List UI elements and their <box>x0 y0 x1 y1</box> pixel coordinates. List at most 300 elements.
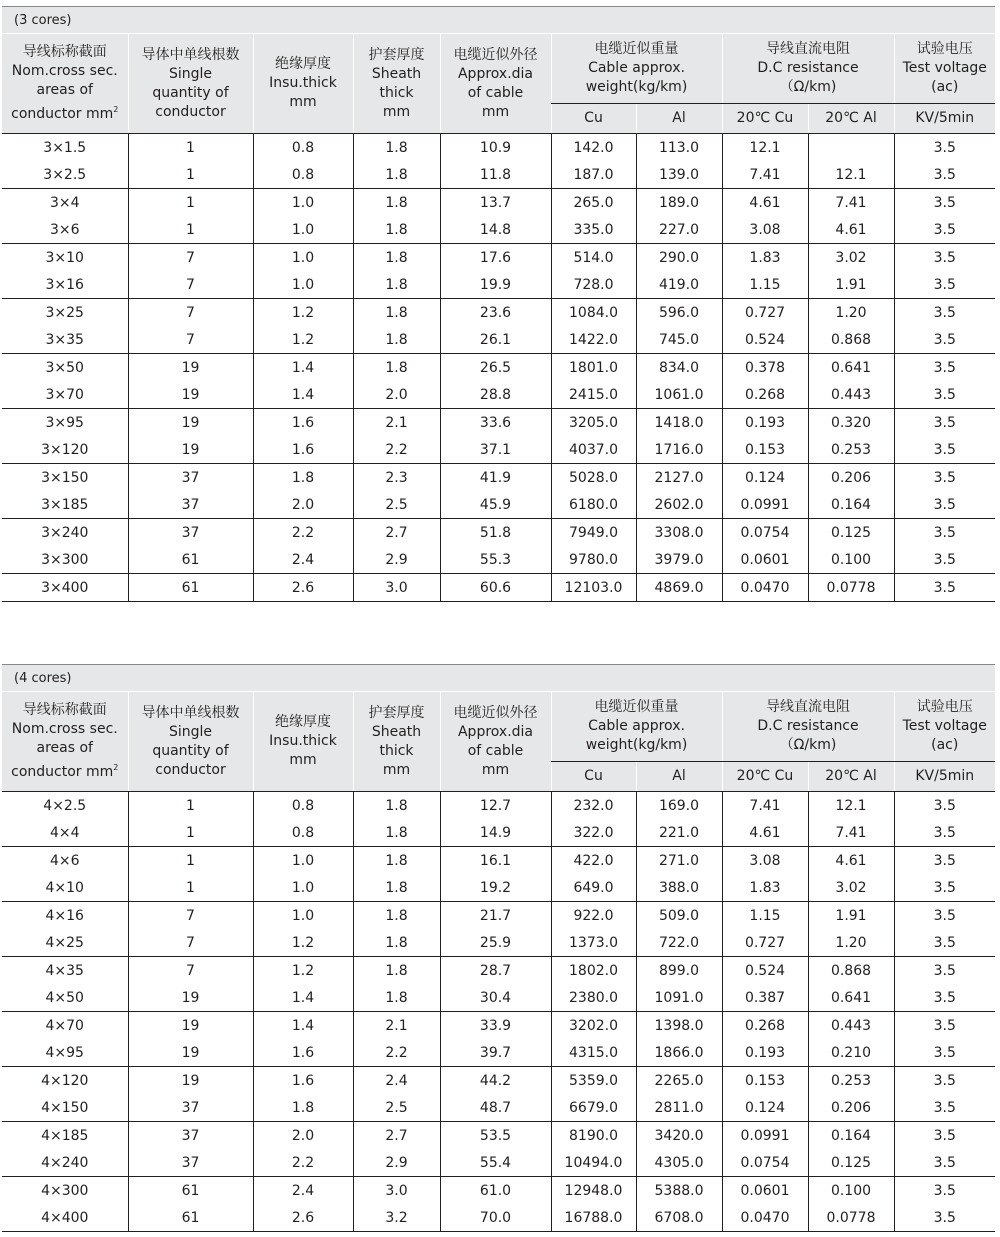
header-line: quantity of <box>152 742 229 759</box>
table-row <box>2 819 995 847</box>
header-line: Insu.thick <box>269 733 337 749</box>
table-cell: 19.9 <box>440 271 551 299</box>
table-cell: 3202.0 <box>551 1012 636 1040</box>
table-cell: 0.164 <box>808 491 894 519</box>
table-cell: 9780.0 <box>551 546 636 574</box>
table-cell: 3×95 <box>45 414 84 431</box>
header-line: Cable approx. <box>588 60 685 76</box>
table-cell: 1 <box>128 847 253 875</box>
table-row <box>2 1067 995 1095</box>
header-line: Test voltage <box>902 718 987 734</box>
table-cell: 33.6 <box>440 409 551 437</box>
table-cell: 12.1 <box>808 161 894 189</box>
table-cell: 4.61 <box>722 819 808 847</box>
table-cell: 0.0601 <box>722 1177 808 1205</box>
table-cell: 0.193 <box>722 1039 808 1067</box>
table-cell: 1.8 <box>353 134 440 162</box>
table-cell: 0.0601 <box>722 546 808 574</box>
table-row <box>2 519 995 547</box>
table-cell: 2.1 <box>353 409 440 437</box>
table-row <box>2 1012 995 1040</box>
table-cell: 3×400 <box>2 574 128 602</box>
table-cell: 7.41 <box>808 819 894 847</box>
table-cell: 1.8 <box>353 929 440 957</box>
table-cell: 19 <box>128 436 253 464</box>
table-cell: 2.1 <box>353 1012 440 1040</box>
table-cell: 0.0991 <box>722 1122 808 1150</box>
table-cell: 3.5 <box>894 574 995 602</box>
table-cell: 4037.0 <box>551 436 636 464</box>
spec-table <box>2 33 995 602</box>
table-cell: 142.0 <box>551 134 636 162</box>
table-cell: 3.5 <box>894 546 995 574</box>
table-cell: 7949.0 <box>551 519 636 547</box>
table-cell: 1 <box>128 189 253 217</box>
table-cell: 10494.0 <box>551 1149 636 1177</box>
header-line: 绝缘厚度 <box>275 714 331 730</box>
table-cell: 1.8 <box>353 984 440 1012</box>
table-cell: 19 <box>128 1039 253 1067</box>
table-row <box>2 216 995 244</box>
table-cell: 19 <box>128 1067 253 1095</box>
table-cell: 1.0 <box>253 189 353 217</box>
header-line: conductor $mm^2$ <box>11 105 119 122</box>
table-cell: 37 <box>128 491 253 519</box>
table-cell: 3.5 <box>894 189 995 217</box>
table-cell: 1422.0 <box>551 326 636 354</box>
table-cell: 5359.0 <box>551 1067 636 1095</box>
table-row <box>2 1122 995 1150</box>
table-cell: 3979.0 <box>636 546 722 574</box>
table-cell: 3.08 <box>722 216 808 244</box>
table-cell: 3.5 <box>894 929 995 957</box>
table-cell: 3.5 <box>894 1204 995 1232</box>
table-cell: 19 <box>128 984 253 1012</box>
table-cell: 3205.0 <box>551 409 636 437</box>
header-line: (ac) <box>931 737 959 753</box>
table-cell: 1373.0 <box>551 929 636 957</box>
table-row <box>2 957 995 985</box>
table-cell: 7 <box>128 902 253 930</box>
table-cell: 169.0 <box>636 792 722 820</box>
table-cell: 19 <box>128 354 253 382</box>
subheader-weight-al: Al <box>636 762 722 792</box>
header-nom-cross-section <box>2 692 128 792</box>
table-cell: 0.0778 <box>808 1204 894 1232</box>
table-cell: 1.6 <box>253 1067 353 1095</box>
table-cell: 23.6 <box>440 299 551 327</box>
table-cell: 3.02 <box>808 244 894 272</box>
table-cell: 1.6 <box>253 436 353 464</box>
subheader-resistance-cu: 20℃ Cu <box>722 104 808 134</box>
table-cell: 3.2 <box>353 1204 440 1232</box>
table-cell: 0.0470 <box>722 574 808 602</box>
table-cell: 509.0 <box>636 902 722 930</box>
table-cell: 2.6 <box>253 1204 353 1232</box>
table-cell: 37 <box>128 464 253 492</box>
table-cell: 139.0 <box>636 161 722 189</box>
table-cell: 0.0470 <box>722 1204 808 1232</box>
spec-table <box>2 691 995 1232</box>
table-cell: 0.320 <box>808 409 894 437</box>
table-cell: 3.0 <box>353 1177 440 1205</box>
table-cell: 1.20 <box>808 299 894 327</box>
table-cell: 0.268 <box>722 1012 808 1040</box>
table-cell: 899.0 <box>636 957 722 985</box>
table-cell: 4.61 <box>808 847 894 875</box>
header-line: quantity of <box>152 84 229 101</box>
header-line: thick <box>379 742 414 759</box>
table-cell: 1.4 <box>253 984 353 1012</box>
table-cell: 1.0 <box>253 244 353 272</box>
table-cell: 1 <box>128 134 253 162</box>
subheader-resistance-cu: 20℃ Cu <box>722 762 808 792</box>
table-cell: 3.5 <box>894 134 995 162</box>
table-row <box>2 271 995 299</box>
table-cell: 1.2 <box>253 957 353 985</box>
header-line: areas of <box>36 82 93 98</box>
table-cell: 19 <box>128 381 253 409</box>
table-cell: 1084.0 <box>551 299 636 327</box>
table-row <box>2 381 995 409</box>
table-cell: 1.8 <box>353 847 440 875</box>
header-line: conductor <box>155 103 226 120</box>
table-cell: 113.0 <box>636 134 722 162</box>
table-cell: 37.1 <box>440 436 551 464</box>
header-line: 导线直流电阻 <box>766 699 850 715</box>
table-cell: 1 <box>128 819 253 847</box>
table-cell: 1866.0 <box>636 1039 722 1067</box>
table-cell: 3×185 <box>2 491 128 519</box>
table-cell: 4869.0 <box>636 574 722 602</box>
header-line: 导体中单线根数 <box>141 704 240 721</box>
table-cell: 6180.0 <box>551 491 636 519</box>
header-line: Single <box>168 65 213 82</box>
table-cell: 0.8 <box>253 161 353 189</box>
table-cell: 4×25 <box>2 929 128 957</box>
table-cell: 37 <box>128 519 253 547</box>
table-cell: 44.2 <box>440 1067 551 1095</box>
table-cell: 8190.0 <box>551 1122 636 1150</box>
table-cell: 2.6 <box>253 574 353 602</box>
table-cell: 388.0 <box>636 874 722 902</box>
table-cell: 1801.0 <box>551 354 636 382</box>
header-line: thick <box>379 84 414 101</box>
table-cell: 1.8 <box>353 354 440 382</box>
table-cell: 4×16 <box>45 907 84 924</box>
header-single-quantity <box>128 34 253 134</box>
header-line: 导体中单线根数 <box>141 46 240 63</box>
table-cell: 1.8 <box>353 216 440 244</box>
table-cell: 4×300 <box>41 1182 89 1199</box>
table-cell: 3.5 <box>894 1149 995 1177</box>
table-cell: 419.0 <box>636 271 722 299</box>
table-cell: 0.253 <box>808 436 894 464</box>
table-cell: 28.7 <box>440 957 551 985</box>
table-cell: 1.0 <box>253 271 353 299</box>
subheader-voltage-unit: KV/5min <box>894 762 995 792</box>
header-sheath-thickness <box>353 34 440 134</box>
table-cell: 1 <box>128 161 253 189</box>
header-line: D.C resistance <box>757 718 859 734</box>
header-line: Single <box>168 723 213 740</box>
table-cell: 2.7 <box>353 519 440 547</box>
table-cell: 4×6 <box>49 852 80 869</box>
header-line: 电缆近似重量 <box>594 699 679 715</box>
table-cell: 33.9 <box>440 1012 551 1040</box>
table-cell: 0.206 <box>808 464 894 492</box>
table-row <box>2 189 995 217</box>
header-line: mm <box>481 103 510 120</box>
table-cell: 2.2 <box>253 519 353 547</box>
table-cell: 1.8 <box>353 189 440 217</box>
table-cell: 1.4 <box>253 381 353 409</box>
table-cell: 1.0 <box>253 874 353 902</box>
table-cell: 0.727 <box>722 299 808 327</box>
table-row <box>2 244 995 272</box>
table-cell: 232.0 <box>551 792 636 820</box>
table-cell: 4.61 <box>808 216 894 244</box>
table-cell: 1.20 <box>808 929 894 957</box>
header-line: Test voltage <box>902 60 987 76</box>
table-cell: 0.125 <box>808 519 894 547</box>
table-cell: 227.0 <box>636 216 722 244</box>
table-cell: 16788.0 <box>551 1204 636 1232</box>
header-line: 绝缘厚度 <box>275 56 331 72</box>
header-line: （Ω/km) <box>779 79 837 95</box>
table-cell: 1.8 <box>253 464 353 492</box>
table-cell: 2.2 <box>353 1039 440 1067</box>
table-cell: 1.4 <box>253 354 353 382</box>
subheader-weight-cu: Cu <box>551 762 636 792</box>
table-cell: 11.8 <box>440 161 551 189</box>
table-cell: 2.9 <box>353 546 440 574</box>
header-single-quantity <box>128 692 253 792</box>
table-cell: 61 <box>128 574 253 602</box>
table-cell: 61 <box>128 1204 253 1232</box>
table-cell: 4305.0 <box>636 1149 722 1177</box>
header-line: Nom.cross sec. <box>11 721 118 737</box>
table-cell: 0.268 <box>722 381 808 409</box>
table-cell: 12948.0 <box>551 1177 636 1205</box>
header-line: Nom.cross sec. <box>11 63 118 79</box>
table-cell: 3.5 <box>894 1094 995 1122</box>
table-cell: 3×50 <box>45 359 84 376</box>
table-cell: 3×4 <box>49 194 80 211</box>
table-cell: 0.524 <box>722 957 808 985</box>
table-row <box>2 1177 995 1205</box>
header-line: Sheath <box>371 723 422 740</box>
table-cell: 39.7 <box>440 1039 551 1067</box>
table-cell: 19 <box>128 1012 253 1040</box>
table-cell: 1.2 <box>253 326 353 354</box>
header-dc-resistance <box>722 34 894 104</box>
table-cell: 3.5 <box>894 819 995 847</box>
header-test-voltage <box>894 692 995 762</box>
table-cell: 1.8 <box>253 1094 353 1122</box>
table-cell: 3×120 <box>2 436 128 464</box>
table-cell: 3.5 <box>894 161 995 189</box>
table-row <box>2 326 995 354</box>
table-cell: 12.1 <box>722 134 808 162</box>
table-cell: 834.0 <box>636 354 722 382</box>
table-cell: 3308.0 <box>636 519 722 547</box>
table-cell: 0.100 <box>808 1177 894 1205</box>
table-cell: 2.0 <box>253 1122 353 1150</box>
table-cell: 1.4 <box>253 1012 353 1040</box>
table-row <box>2 464 995 492</box>
table-cell: 1802.0 <box>551 957 636 985</box>
table-cell: 3.5 <box>894 1012 995 1040</box>
table-cell: 4315.0 <box>551 1039 636 1067</box>
table-cell: 7 <box>128 299 253 327</box>
header-line: mm <box>481 761 510 778</box>
table-row <box>2 354 995 382</box>
table-cell: 5388.0 <box>636 1177 722 1205</box>
header-line: of cable <box>467 84 524 101</box>
table-cell: 3.5 <box>894 957 995 985</box>
table-caption: (4 cores) <box>2 664 995 691</box>
table-cell: 53.5 <box>440 1122 551 1150</box>
table-cell: 0.153 <box>722 436 808 464</box>
table-cell: 1.8 <box>353 326 440 354</box>
table-row <box>2 574 995 602</box>
table-cell: 12103.0 <box>551 574 636 602</box>
table-cell: 7 <box>128 326 253 354</box>
table-cell: 722.0 <box>636 929 722 957</box>
table-cell: 0.124 <box>722 1094 808 1122</box>
table-cell: 1.8 <box>353 902 440 930</box>
table-cell: 45.9 <box>440 491 551 519</box>
header-approx-diameter <box>440 692 551 792</box>
table-cell: 2380.0 <box>551 984 636 1012</box>
table-cell: 30.4 <box>440 984 551 1012</box>
table-cell: 61.0 <box>440 1177 551 1205</box>
table-cell: 1.6 <box>253 1039 353 1067</box>
table-cell: 922.0 <box>551 902 636 930</box>
table-cell: 1.2 <box>253 299 353 327</box>
table-cell: 55.4 <box>440 1149 551 1177</box>
header-approx-diameter <box>440 34 551 134</box>
table-row <box>2 1039 995 1067</box>
header-line: 电缆近似重量 <box>594 41 679 57</box>
table-cell: 0.443 <box>808 1012 894 1040</box>
table-cell: 1.91 <box>808 902 894 930</box>
table-cell: 1.2 <box>253 929 353 957</box>
header-nom-cross-section <box>2 34 128 134</box>
table-cell: 7.41 <box>808 189 894 217</box>
table-cell: 0.124 <box>722 464 808 492</box>
header-line: mm <box>289 94 317 110</box>
table-cell: 10.9 <box>440 134 551 162</box>
table-cell: 0.443 <box>808 381 894 409</box>
table-cell: 189.0 <box>636 189 722 217</box>
table-cell: 3.5 <box>894 902 995 930</box>
table-cell: 1.8 <box>353 819 440 847</box>
table-cell: 3420.0 <box>636 1122 722 1150</box>
subheader-weight-al: Al <box>636 104 722 134</box>
table-cell: 0.868 <box>808 326 894 354</box>
table-cell: 19.2 <box>440 874 551 902</box>
table-cell: 3.5 <box>894 381 995 409</box>
table-cell: 1 <box>128 216 253 244</box>
table-cell: 3×16 <box>2 271 128 299</box>
table-cell: 0.641 <box>808 984 894 1012</box>
table-cell: 14.9 <box>440 819 551 847</box>
table-cell: 0.206 <box>808 1094 894 1122</box>
table-row <box>2 436 995 464</box>
table-cell: 2.7 <box>353 1122 440 1150</box>
table-cell: 3.5 <box>894 216 995 244</box>
table-cell: 26.1 <box>440 326 551 354</box>
table-row <box>2 134 995 162</box>
table-cell: 3.5 <box>894 874 995 902</box>
table-cell: 21.7 <box>440 902 551 930</box>
table-cell: 0.0778 <box>808 574 894 602</box>
table-cell: 3.5 <box>894 354 995 382</box>
table-cell: 7 <box>128 271 253 299</box>
table-cell: 0.0991 <box>722 491 808 519</box>
table-cell: 6679.0 <box>551 1094 636 1122</box>
table-cell: 41.9 <box>440 464 551 492</box>
header-line: mm <box>382 761 411 778</box>
subheader-weight-cu: Cu <box>551 104 636 134</box>
header-line: weight(kg/km) <box>585 737 688 753</box>
table-cell: 0.8 <box>253 792 353 820</box>
table-cell: 0.727 <box>722 929 808 957</box>
table-cell: 61 <box>128 1177 253 1205</box>
table-cell: 3.5 <box>894 519 995 547</box>
header-line: Approx.dia <box>457 723 534 740</box>
table-cell: 745.0 <box>636 326 722 354</box>
table-cell: 4×120 <box>41 1072 89 1089</box>
table-cell: 0.378 <box>722 354 808 382</box>
table-row <box>2 902 995 930</box>
table-cell <box>808 134 894 162</box>
table-cell: 4×2.5 <box>43 797 87 814</box>
table-cell: 3.08 <box>722 847 808 875</box>
table-cell: 3×10 <box>45 249 84 266</box>
table-cell: 0.0754 <box>722 519 808 547</box>
table-row <box>2 1094 995 1122</box>
table-row <box>2 161 995 189</box>
table-cell: 3.5 <box>894 847 995 875</box>
table-cell: 0.193 <box>722 409 808 437</box>
table-cell: 1.15 <box>722 271 808 299</box>
table-cell: 2.5 <box>353 491 440 519</box>
header-line: 电缆近似外径 <box>453 46 538 63</box>
table-cell: 2.4 <box>253 546 353 574</box>
table-cell: 3.5 <box>894 1067 995 1095</box>
table-cell: 4×70 <box>45 1017 84 1034</box>
table-cell: 61 <box>128 546 253 574</box>
table-cell: 48.7 <box>440 1094 551 1122</box>
table-cell: 1.8 <box>353 299 440 327</box>
table-cell: 17.6 <box>440 244 551 272</box>
table-row <box>2 984 995 1012</box>
table-cell: 4×150 <box>2 1094 128 1122</box>
table-cell: 0.164 <box>808 1122 894 1150</box>
subheader-resistance-al: 20℃ Al <box>808 104 894 134</box>
table-row <box>2 546 995 574</box>
table-cell: 1398.0 <box>636 1012 722 1040</box>
table-cell: 1716.0 <box>636 436 722 464</box>
table-cell: 1.0 <box>253 902 353 930</box>
table-cell: 0.868 <box>808 957 894 985</box>
table-cell: 3.02 <box>808 874 894 902</box>
table-row <box>2 299 995 327</box>
header-line: of cable <box>467 742 524 759</box>
